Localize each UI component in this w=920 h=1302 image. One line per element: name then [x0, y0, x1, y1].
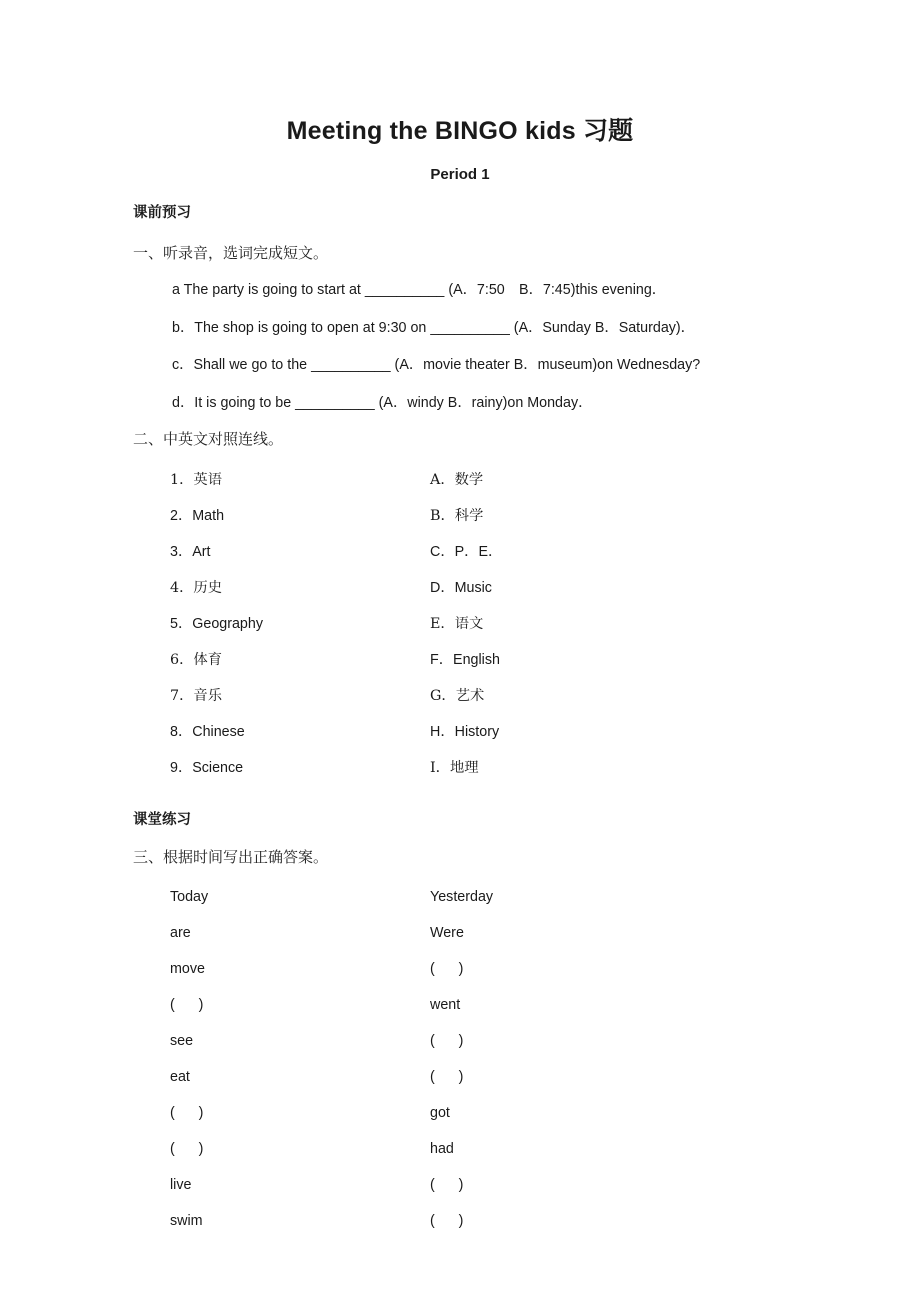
page-subtitle: Period 1	[430, 165, 490, 183]
verb-today-cell: are	[170, 925, 191, 942]
match-left-item: 1．英语	[170, 471, 222, 488]
table-row	[0, 678, 920, 714]
match-right-item: A．数学	[430, 471, 484, 488]
table-row	[0, 987, 920, 1023]
table-row	[0, 1059, 920, 1095]
table-row	[0, 1131, 920, 1167]
verb-today-cell: ( )	[170, 1105, 204, 1122]
verb-today-cell: eat	[170, 1069, 190, 1086]
verb-yesterday-cell: ( )	[430, 1177, 464, 1194]
exercise-3-verb-table	[0, 865, 920, 1239]
table-row	[0, 1167, 920, 1203]
match-right-item: I．地理	[430, 759, 479, 776]
column-header-yesterday: Yesterday	[430, 889, 494, 906]
match-left-item: 6．体育	[170, 651, 222, 668]
match-right-item: B．科学	[430, 507, 484, 524]
table-row	[0, 498, 920, 534]
section-header-pre-class: 课前预习	[133, 205, 191, 221]
verb-yesterday-cell: ( )	[430, 961, 464, 978]
verb-yesterday-cell: went	[430, 997, 461, 1014]
table-row	[0, 1023, 920, 1059]
verb-yesterday-cell: had	[430, 1141, 454, 1158]
page-title: Meeting the BINGO kids 习题	[286, 117, 634, 145]
verb-yesterday-cell: Were	[430, 925, 464, 942]
table-row	[0, 534, 920, 570]
verb-today-cell: see	[170, 1033, 194, 1050]
verb-yesterday-cell: ( )	[430, 1213, 464, 1230]
table-header-row	[0, 879, 920, 915]
table-row	[0, 606, 920, 642]
verb-today-cell: live	[170, 1177, 192, 1194]
exercise-2-matching-list	[0, 448, 920, 786]
verb-today-cell: move	[170, 961, 205, 978]
verb-yesterday-cell: ( )	[430, 1033, 464, 1050]
list-item: c．Shall we go to the __________ (A．movie theater B．museum)on Wednesday?	[172, 357, 701, 374]
verb-yesterday-cell: got	[430, 1105, 450, 1122]
verb-yesterday-cell: ( )	[430, 1069, 464, 1086]
list-item: a The party is going to start at __________ (A．7:50 B．7:45)this evening．	[172, 282, 667, 299]
exercise-1-sentence-list	[0, 282, 920, 411]
match-left-item: 2．Math	[170, 507, 225, 524]
match-left-item: 4．历史	[170, 579, 222, 596]
exercise-3-heading: 三、根据时间写出正确答案。	[133, 847, 329, 866]
list-item: b．The shop is going to open at 9:30 on __________ (A．Sunday B．Saturday)．	[172, 319, 695, 336]
table-row	[0, 1203, 920, 1239]
table-row	[0, 570, 920, 606]
table-row	[0, 951, 920, 987]
table-row	[0, 750, 920, 786]
match-right-item: F．English	[430, 651, 500, 668]
match-left-item: 9．Science	[170, 759, 244, 776]
match-right-item: G．艺术	[430, 687, 485, 704]
match-left-item: 8．Chinese	[170, 723, 245, 740]
table-row	[0, 462, 920, 498]
list-item: d．It is going to be __________ (A．windy B．rainy)on Monday．	[172, 394, 593, 411]
verb-today-cell: swim	[170, 1213, 203, 1230]
verb-today-cell: ( )	[170, 1141, 204, 1158]
match-left-item: 7．音乐	[170, 687, 222, 704]
section-header-in-class: 课堂练习	[133, 811, 191, 828]
match-left-item: 5．Geography	[170, 615, 263, 632]
table-row	[0, 642, 920, 678]
table-row	[0, 915, 920, 951]
match-left-item: 3．Art	[170, 543, 211, 560]
match-right-item: H．History	[430, 723, 500, 740]
table-row	[0, 714, 920, 750]
match-right-item: D．Music	[430, 579, 492, 596]
exercise-2-heading: 二、中英文对照连线。	[133, 430, 284, 449]
verb-today-cell: ( )	[170, 997, 204, 1014]
match-right-item: C．P．E．	[430, 543, 503, 560]
exercise-1-heading: 一、听录音，选词完成短文。	[133, 243, 329, 262]
table-row	[0, 1095, 920, 1131]
column-header-today: Today	[170, 889, 209, 906]
match-right-item: E．语文	[430, 615, 484, 632]
